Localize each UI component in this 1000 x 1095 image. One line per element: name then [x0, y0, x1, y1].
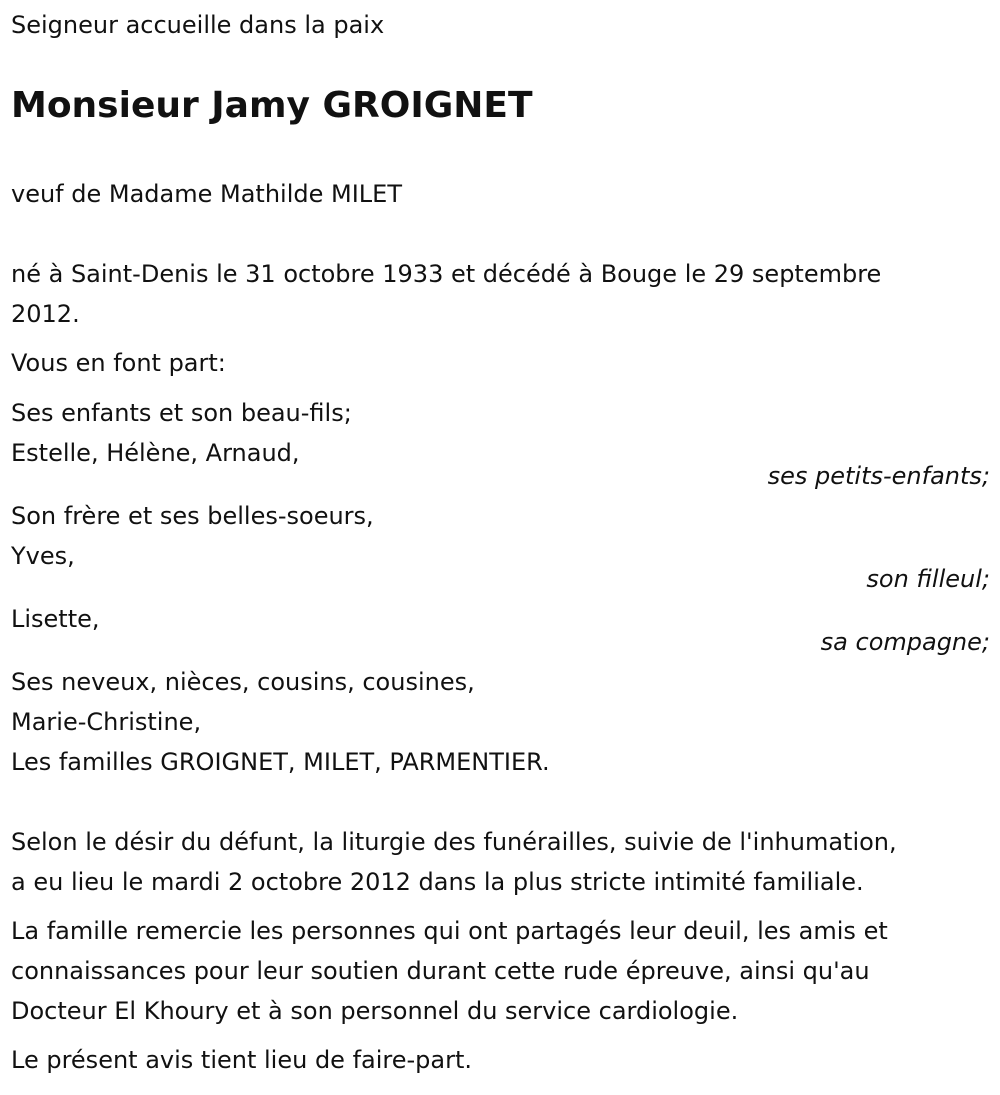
companion-label: sa compagne;	[820, 628, 990, 656]
relative-name: Marie-Christine,	[11, 708, 202, 736]
announce-text: Vous en font part:	[11, 349, 226, 377]
birth-death-line-2: 2012.	[11, 300, 80, 328]
closing-text: Le présent avis tient lieu de faire-part.	[11, 1046, 473, 1074]
spouse-text: veuf de Madame Mathilde MILET	[11, 180, 402, 208]
intro-text: Seigneur accueille dans la paix	[11, 11, 385, 39]
companion-name: Lisette,	[11, 605, 100, 633]
godson-label: son filleul;	[866, 565, 990, 593]
grandchildren-label: ses petits-enfants;	[767, 462, 990, 490]
thanks-line-3: Docteur El Khoury et à son personnel du service cardiologie.	[11, 997, 739, 1025]
sibling-heading: Son frère et ses belles-soeurs,	[11, 502, 374, 530]
families-text: Les familles GROIGNET, MILET, PARMENTIER.	[11, 748, 550, 776]
children-names: Estelle, Hélène, Arnaud,	[11, 439, 300, 467]
birth-death-line-1: né à Saint-Denis le 31 octobre 1933 et décédé à Bouge le 29 septembre	[11, 260, 882, 288]
funeral-line-2: a eu lieu le mardi 2 octobre 2012 dans la plus stricte intimité familiale.	[11, 868, 864, 896]
funeral-line-1: Selon le désir du défunt, la liturgie des funérailles, suivie de l'inhumation,	[11, 828, 897, 856]
sibling-name: Yves,	[11, 542, 75, 570]
deceased-name: Monsieur Jamy GROIGNET	[11, 85, 533, 126]
relatives-heading: Ses neveux, nièces, cousins, cousines,	[11, 668, 475, 696]
children-heading: Ses enfants et son beau-fils;	[11, 399, 352, 427]
thanks-line-1: La famille remercie les personnes qui ont partagés leur deuil, les amis et	[11, 917, 888, 945]
thanks-line-2: connaissances pour leur soutien durant cette rude épreuve, ainsi qu'au	[11, 957, 870, 985]
